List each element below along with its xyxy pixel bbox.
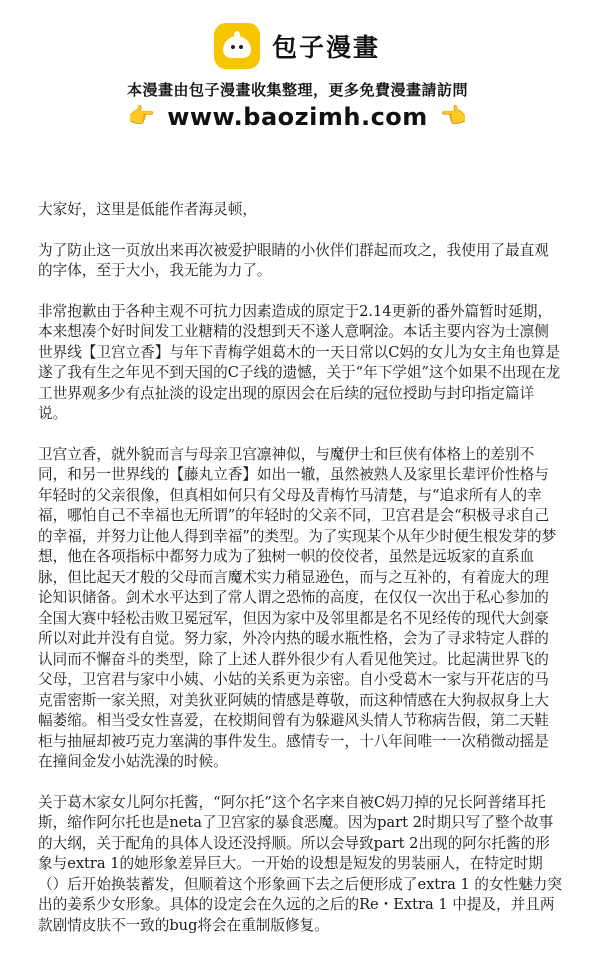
author-note — [38, 200, 563, 956]
site-url-row — [0, 102, 595, 132]
paragraph-delay-apology: 非常抱歉由于各种主观不可抗力因素造成的原定于2.14更新的番外篇暂时延期，本来想凑个好时间发工业糖精的没想到天不遂人意啊淦。本话主要内容为士凛侧世界线【卫宫立香】与年下青梅学姐葛木的一天日常以C妈的女儿为女主角也算是遂了我有生之年见不到天国的C子线的遗憾，关于“年下学姐”这个如果不出现在龙工世界观多少有点扯淡的设定出现的原因会在后续的冠位授助与封印指定篇详说。 — [38, 302, 561, 422]
paragraph-greeting: 大家好，这里是低能作者海灵顿， — [38, 201, 257, 218]
pointing-left-hand-icon: 👈 — [439, 104, 468, 129]
brand-logo[interactable] — [214, 22, 380, 70]
bun-mascot-icon — [214, 23, 260, 69]
site-banner — [0, 0, 595, 140]
brand-name: 包子漫畫 — [272, 33, 381, 62]
paragraph-ritsuka-profile: 卫宫立香，就外貌而言与母亲卫宫凛神似，与魔伊士和巨侠有体格上的差别不同，和另一世界线的【藤丸立香】如出一辙，虽然被熟人及家里长辈评价性格与年轻时的父亲很像，但真相如何只有父母及青梅竹马清楚，与“追求所有人的幸福，哪怕自己不幸福也无所谓”的年轻时的父亲不同，卫宫君是会“积极寻求自己的幸福，并努力让他人得到幸福”的类型。为了实现某个从年少时便生根发芽的梦想，他在各项指标中都努力成为了独树一帜的佼佼者，虽然是远坂家的直系血脉，但比起天才般的父母而言魔术实力稍显逊色，而与之互补的，有着庞大的理论知识储备。剑术水平达到了常人谓之恐怖的高度，在仅仅一次出于私心参加的全国大赛中轻松击败卫冕冠军，但因为家中及邻里都是名不见经传的现代大剑豪所以对此并没有自觉。努力家，外冷内热的暖水瓶性格，会为了寻求特定人群的认同而不懈奋斗的类型，除了上述人群外很少有人看见他笑过。比起满世界飞的父母，卫宫君与家中小姨、小姑的关系更为亲密。自小受葛木一家与开花店的马克雷密斯一家关照，对美狄亚阿姨的情感是尊敬，而这种情感在大狗叔叔身上大幅萎缩。相当受女性喜爱，在校期间曾有为躲避风头情人节称病告假，第二天鞋柜与抽屉却被巧克力塞满的事件发生。感情专一，十八年间唯一一次稍微动摇是在撞间金发小姑洗澡的时候。 — [38, 445, 557, 770]
paragraph-arto-profile: 关于葛木家女儿阿尔托酱，“阿尔托”这个名字来自被C妈刀掉的兄长阿普绪耳托斯，缩作阿尔托也是neta了卫宫家的暴食恶魔。因为part 2时期只写了整个故事的大纲，关于配角的具体人设还没捋顺。所以会导致part 2出现的阿尔托酱的形象与extra 1的她形象差异巨大。一开始的设想是短发的男装丽人，在特定时期（）后开始换装蓄发，但顺着这个形象画下去之后便形成了extra 1 的女性魅力突出的姜系少女形象。具体的设定会在久远的之后的Re・Extra 1 中提及，并且两款剧情皮肤不一致的bug将会在重制版修复。 — [38, 793, 562, 934]
paragraph-font-note: 为了防止这一页放出来再次被爱护眼睛的小伙伴们群起而攻之，我使用了最直观的字体，至于大小，我无能为力了。 — [38, 241, 549, 279]
pointing-right-hand-icon: 👉 — [127, 104, 156, 129]
banner-tagline: 本漫畫由包子漫畫收集整理，更多免費漫畫請訪問 — [126, 81, 468, 99]
site-url-link[interactable]: www.baozimh.com — [167, 103, 428, 131]
